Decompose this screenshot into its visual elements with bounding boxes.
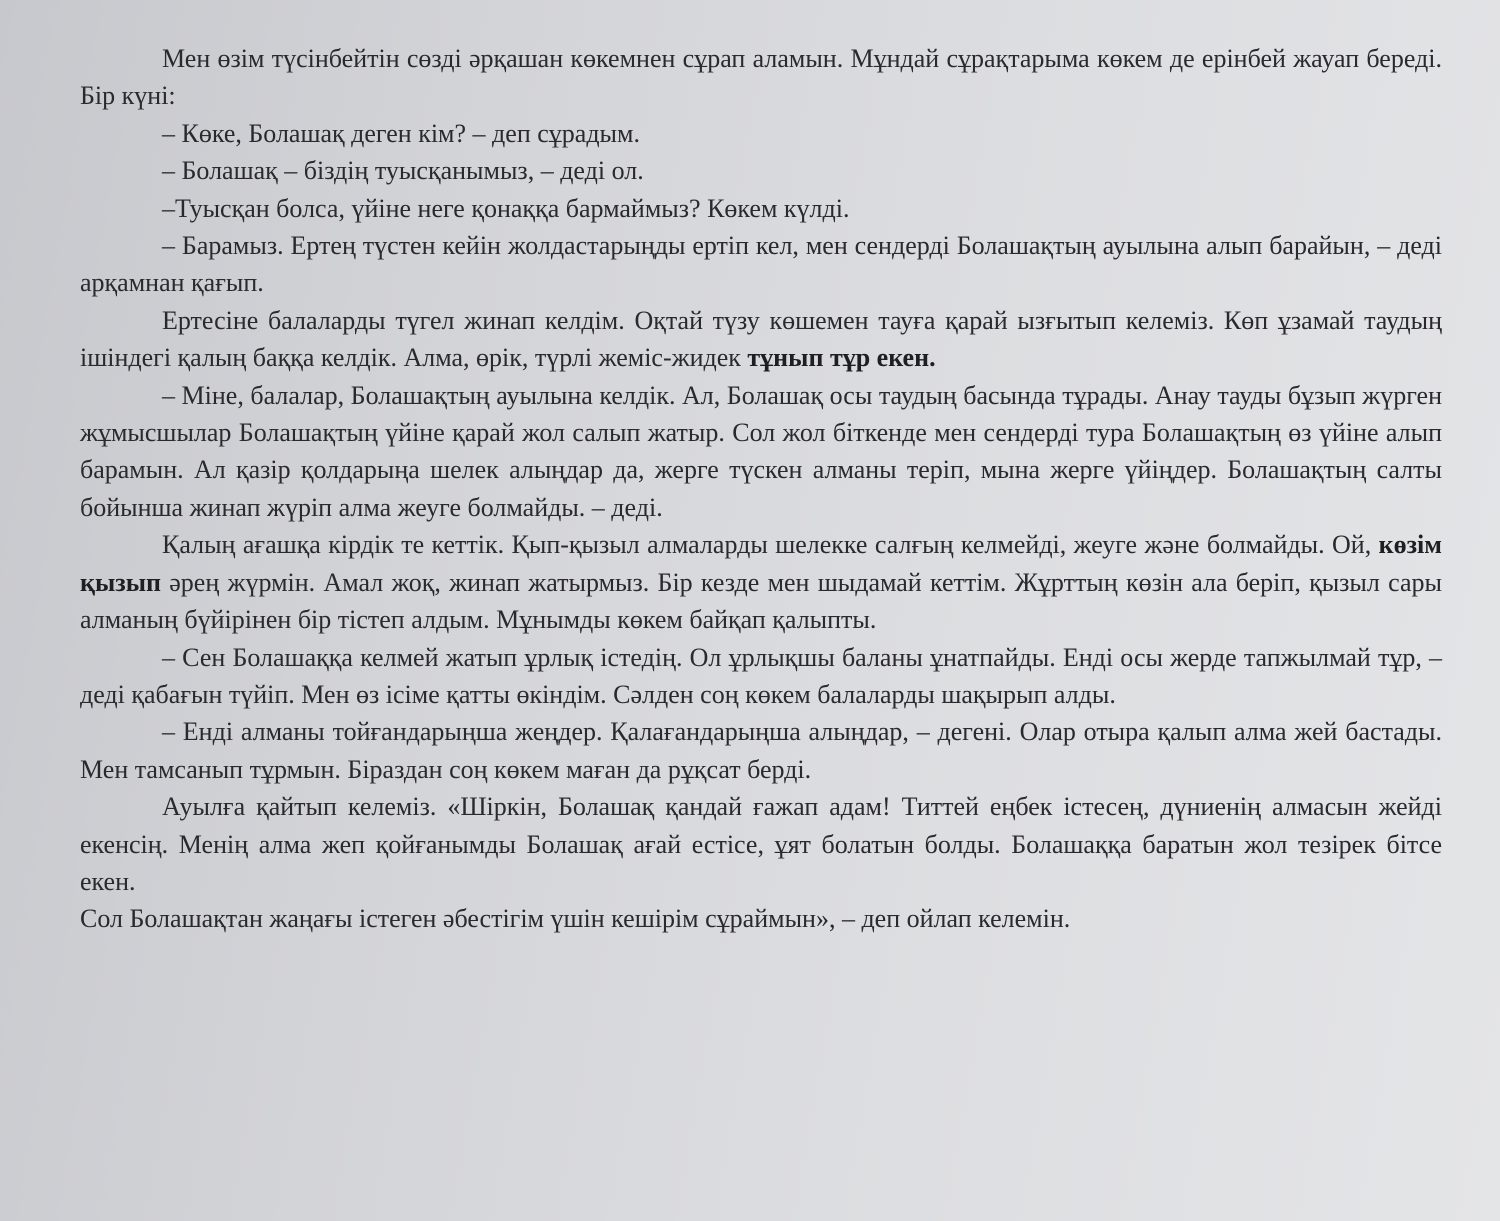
paragraph-garden-text: Ертесіне балаларды түгел жинап келдім. Оқтай түзу көшемен тауға қарай ызғытып келеміз. Көп ұзамай таудың ішіндегі қалың баққа келдік. Алма, өрік, түрлі жеміс-жидек: [80, 305, 1442, 373]
paragraph-dialogue-question: – Көке, Болашақ деген кім? – деп сұрадым.: [162, 118, 640, 148]
paragraph-apples: [80, 526, 1442, 638]
bold-phrase-tunyp-tur: тұнып тұр екен.: [747, 343, 936, 373]
paragraph-closing: Сол Болашақтан жаңағы істеген әбестігім үшін кешірім сұраймын», – деп ойлап келемін.: [80, 904, 1071, 934]
bold-phrase-kozim-qyzyp: көзім қызып: [80, 530, 1442, 597]
paragraph-uncle-speech: – Міне, балалар, Болашақтың ауылына келдік. Ал, Болашақ осы таудың басында тұрады. Анау тауды бұзып жүрген жұмысшылар Болашақтың үйіне қарай жол салып жатыр. Сол жол біткенде мен сендерді тура Болашақтың өз үйіне алып барамын. Ал қазір қолдарыңа шелек алыңдар да, жерге түскен алманы теріп, мына жерге үйіңдер. Болашақтың салты бойынша жинап жүріп алма жеуге болмайды. – деді.: [80, 380, 1442, 522]
paragraph-return: Ауылға қайтып келеміз. «Шіркін, Болашақ қандай ғажап адам! Титтей еңбек істесең, дүниенің алмасын жейді екенсің. Менің алма жеп қойғанымды Болашақ ағай естісе, ұят болатын болды. Болашаққа баратын жол тезірек бітсе екен.: [80, 792, 1442, 896]
paragraph-garden: [80, 302, 1442, 377]
paragraph-eat-apples: – Енді алманы тойғандарыңша жеңдер. Қалағандарыңша алыңдар, – дегені. Олар отыра қалып алма жей бастады. Мен тамсанып тұрмын. Біраздан соң көкем маған да рұқсат берді.: [80, 717, 1442, 784]
paragraph-intro: Мен өзім түсінбейтін сөзді әрқашан көкемнен сұрап аламын. Мұндай сұрақтарыма көкем де ерінбей жауап береді. Бір күні:: [80, 44, 1442, 111]
paragraph-theft: – Сен Болашаққа келмей жатып ұрлық істедің. Ол ұрлықшы баланы ұнатпайды. Енді осы жерде тапжылмай тұр, – деді қабағын түйіп. Мен өз ісіме қатты өкіндім. Сәлден соң көкем балаларды шақырып алды.: [80, 642, 1442, 709]
paragraph-dialogue-tomorrow: – Барамыз. Ертең түстен кейін жолдастарыңды ертіп кел, мен сендерді Болашақтың ауылына алып барайын, – деді арқамнан қағып.: [80, 231, 1442, 298]
paragraph-apples-text-start: Қалың ағашқа кірдік те кеттік. Қып-қызыл алмаларды шелекке салғың келмейді, жеуге және болмайды. Ой,: [162, 530, 1379, 560]
paragraph-dialogue-relative: –Туысқан болса, үйіне неге қонаққа бармаймыз? Көкем күлді.: [162, 193, 850, 223]
paragraph-apples-text-end: әрең жүрмін. Амал жоқ, жинап жатырмыз. Бір кезде мен шыдамай кеттім. Жұрттың көзін ала беріп, қызыл сары алманың бүйірінен бір тістеп алдым. Мұнымды көкем байқап қалыпты.: [80, 567, 1442, 635]
paragraph-dialogue-answer: – Болашақ – біздің туысқанымыз, – деді ол.: [162, 156, 644, 186]
